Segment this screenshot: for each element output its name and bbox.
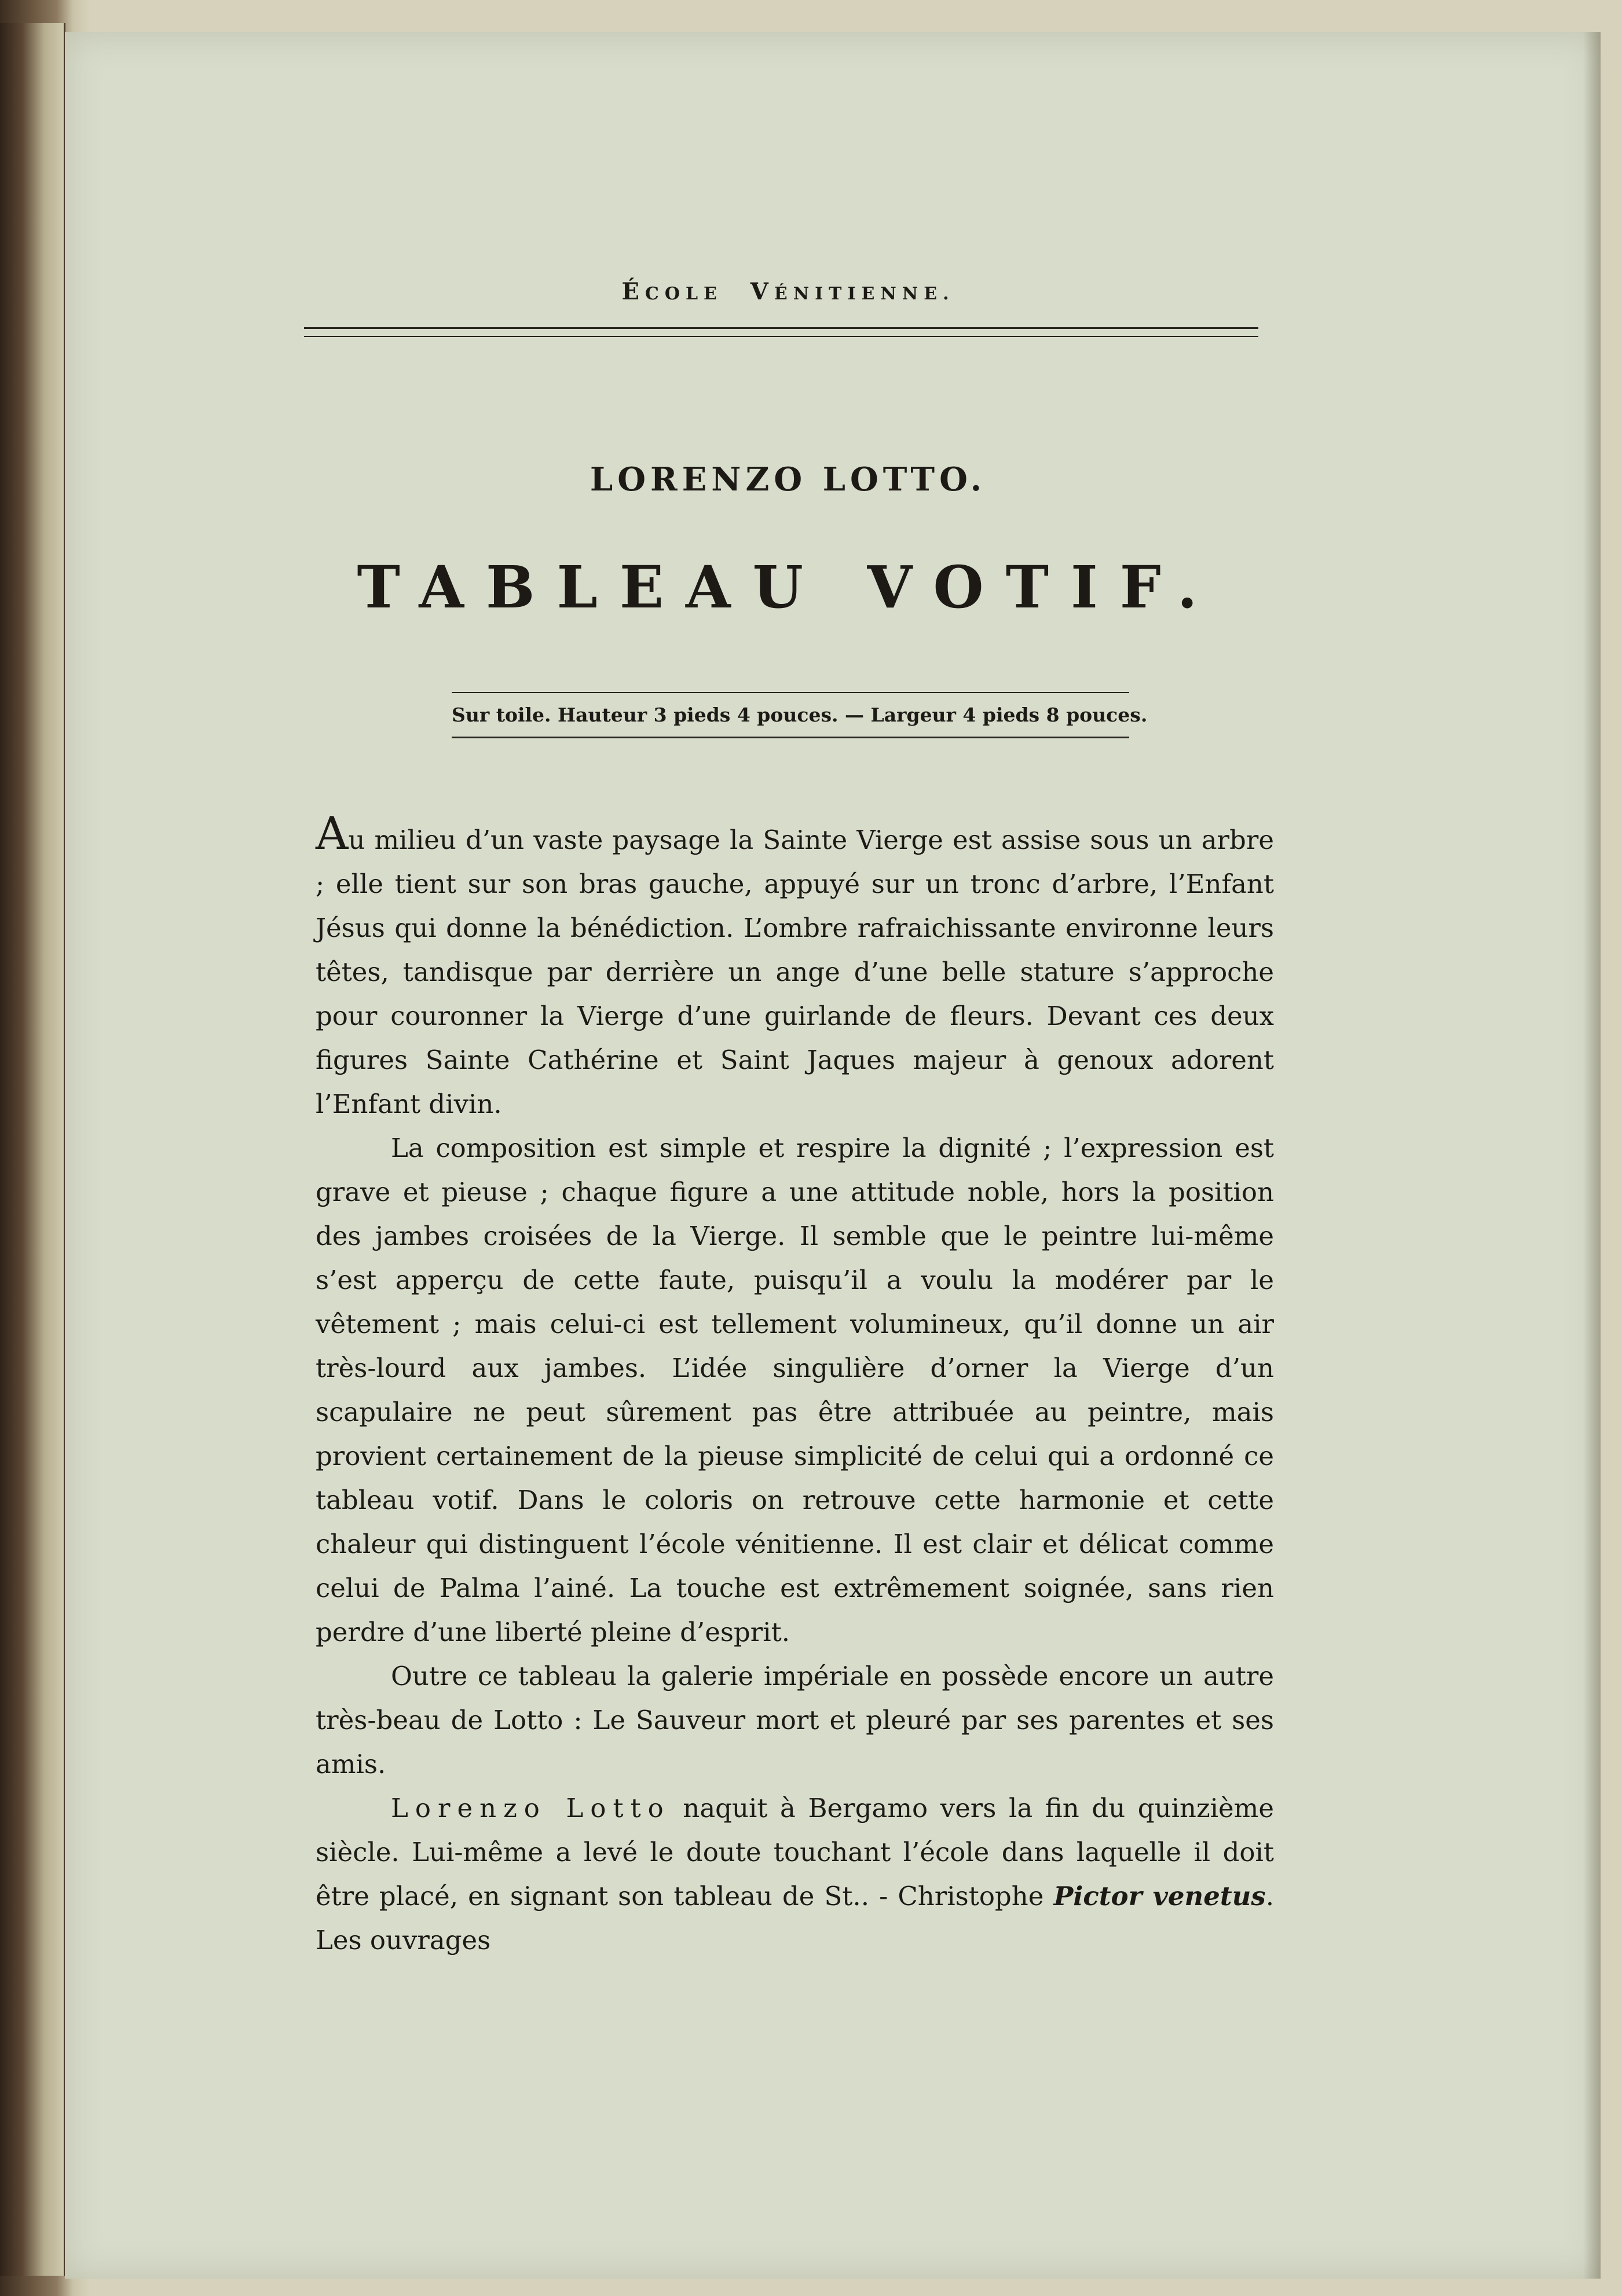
paragraph-4-end: . Les ouvrages xyxy=(316,1881,1274,1956)
header-double-rule xyxy=(304,327,1258,337)
paragraph-2: La composition est simple et respire la dignité ; l’expression est grave et pieuse ; chaque figure a une attitude noble, hors la position des jambes croisées de la Vierge. Il semble que le peintre lui-même s’est apperçu de cette faute, puisqu’il a voulu la modérer par le vêtement ; mais celui-ci est tellement volumineux, qu’il donne un air très-lourd aux jambes. L’idée singulière d’orner la Vierge d’un scapulaire ne peut sûrement pas être attribuée au peintre, mais provient certainement de la pieuse simplicité de celui qui a ordonné ce tableau votif. Dans le coloris on retrouve cette harmonie et cette chaleur qui distinguent l’école vénitienne. Il est clair et délicat comme celui de Palma l’ainé. La touche est extrêmement soignée, sans rien perdre d’une liberté pleine d’esprit. xyxy=(316,1133,1274,1647)
paragraph-4 xyxy=(316,1786,1274,1962)
paragraph-4-text: naquit à Bergamo vers la fin du quinzième siècle. Lui-même a levé le doute touchant l’école dans laquelle il doit être placé, en signant son tableau de St.. - Christophe xyxy=(316,1793,1274,1911)
artwork-title: TABLEAU VOTIF. xyxy=(357,553,1220,621)
paragraph-3: Outre ce tableau la galerie impériale en possède encore un autre très-beau de Lotto : Le Sauveur mort et pleuré par ses parentes et ses amis. xyxy=(316,1661,1274,1779)
dimensions-rule-bottom xyxy=(452,737,1129,738)
header-word-2: ÉNITIENNE. xyxy=(774,284,955,304)
dimensions-rule-top xyxy=(452,692,1129,693)
author-name: LORENZO LOTTO. xyxy=(590,460,987,499)
paragraph-1 xyxy=(316,808,1274,1126)
dimensions-line: Sur toile. Hauteur 3 pieds 4 pouces. — Largeur 4 pieds 8 pouces. xyxy=(452,704,1148,726)
drop-cap: A xyxy=(316,808,349,860)
header-initial-1: É xyxy=(621,278,645,305)
header-word-1: COLE xyxy=(645,284,723,304)
painter-name: Lorenzo Lotto xyxy=(391,1793,671,1823)
header-initial-2: V xyxy=(750,278,774,305)
body-text xyxy=(316,808,1274,1962)
running-header xyxy=(0,278,1576,305)
signature-quote: Pictor venetus xyxy=(1053,1881,1266,1911)
paragraph-1-text: u milieu d’un vaste paysage la Sainte Vierge est assise sous un arbre ; elle tient sur son bras gauche, appuyé sur un tronc d’arbre, l’Enfant Jésus qui donne la bénédiction. L’ombre rafraichissante environne leurs têtes, tandisque par derrière un ange d’une belle stature s’approche pour couronner la Vierge d’une guirlande de fleurs. Devant ces deux figures Sainte Cathérine et Saint Jaques majeur à genoux adorent l’Enfant divin. xyxy=(316,825,1274,1119)
left-page-edge xyxy=(0,23,65,2276)
